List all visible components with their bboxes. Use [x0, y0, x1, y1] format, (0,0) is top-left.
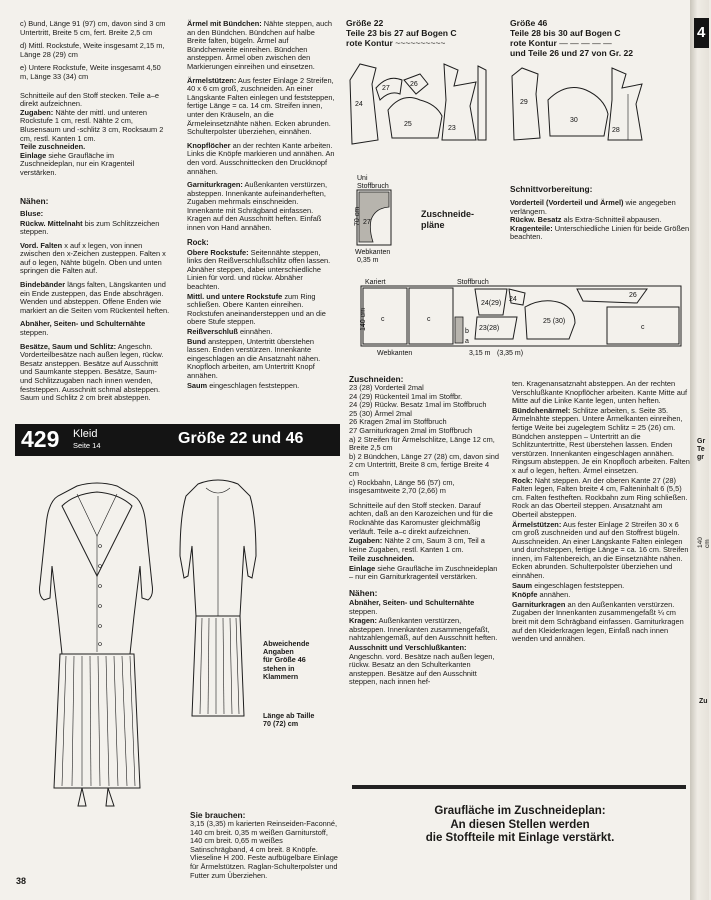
uni-stoffbruch: Stoffbruch [357, 183, 389, 190]
para-falten: Vord. Falten x auf x legen, von innen zwischen den x-Zeichen zusteppen. Falten x auf o legen, Nähte bügeln. Oben und unten springen die Falten auf. [20, 240, 166, 276]
column-1 [20, 20, 170, 408]
kariert-webkanten: Webkanten [377, 350, 413, 357]
para-mittelnaht: Rückw. Mittelnaht bis zum Schlitzzeichen steppen. [20, 218, 160, 237]
sew-kragen: Kragen: Außenkanten verstürzen, absteppen. Innenkanten zusammengefaßt, nahtzahlengemäß, auf den Ausschnitt heften. [349, 616, 498, 643]
pattern-number: 429 [21, 426, 60, 452]
size-46-note [263, 640, 343, 681]
svg-text:23(28): 23(28) [479, 325, 500, 332]
cutting-stecken: Schnitteile auf den Stoff stecken. Darauf achten, daß an den Karozeichen und für die Rocknähte das Karomuster gleichmäßig verläuft. Teile a–c direkt aufzeichnen. [349, 500, 493, 536]
column-2 [187, 20, 335, 395]
para-besaetze: Besätze, Saum und Schlitz: Angeschn. Vorderteilbesätze nach außen legen, rückw. Besatz ansteppen. Besätze auf Ausschnitt und Saumkante steppen. Besätze, Saum- und Schlitzzugaben nach innen wenden, feststeppen. Ausschnitt schmal absteppen. Saum und Schlitz 2 cm breit absteppen. [20, 341, 164, 403]
materials-title: Sie brauchen: [190, 810, 246, 820]
preparation-title: Schnittvorbereitung: [510, 184, 593, 194]
cut-row: 24 (29) Rückw. Besatz 1mal im Stoffbruch [349, 400, 487, 410]
c4-aermelstuetzen: Ärmelstützen: Aus fester Einlage 2 Streifen 30 x 6 cm groß zuschneiden und auf den Stoffrest bügeln. Ausschneiden. An einer Längskante Falten einlegen und durchsteppen, fertige Länge = ca. 16 cm. Streifen innen, im Faltenbereich, an die Einsetznähte nähen. Ecken abrunden. Schulterpolster überziehen und einnähen. [512, 519, 689, 581]
prep-vorderteil: Vorderteil (Vorderteil und Ärmel) wie angegeben verlängern. [510, 198, 676, 216]
re-g2: Te [697, 446, 705, 453]
uni-width: 0,35 m [357, 257, 379, 264]
cutting-title: Zuschneiden: [349, 374, 404, 384]
length-line-1: Länge ab Taille [263, 711, 315, 720]
dress-front-illustration [22, 466, 172, 816]
cutting-list [349, 384, 499, 496]
uni-label: Uni [357, 175, 368, 182]
svg-text:26: 26 [629, 292, 637, 299]
kariert-stoffbruch: Stoffbruch [457, 279, 489, 286]
size-22-header [346, 18, 457, 48]
cutting-column [349, 374, 499, 692]
para-zugaben: Zugaben: Nähte der mittl. und unteren Rockstufe 1 cm, restl. Nähte 2 cm, Blusensaum und -schlitz 3 cm, Rocksaum 2 cm, restl. Kanten 1 cm. [20, 107, 164, 143]
note-line-3: für Größe 46 [263, 655, 306, 665]
para-garniturkragen: Garniturkragen: Außenkanten verstürzen, absteppen. Innenkante aufeinanderheften, Zugaben mehrmals einschneiden. Innenkante mit Schrägband einfassen. Kragen auf den Ausschnitt heften. Einfaß innen von Hand annähen. [187, 180, 328, 233]
size-22-contour: rote Kontur ~~~~~~~~~~ [346, 38, 446, 48]
para-aermel: Ärmel mit Bündchen: Nähte steppen, auch an den Bündchen. Bündchen auf halbe Breite falten, bügeln. Ärmel auf Bündchenweite einreihen. Bündchen ansteppen. Ärmel oben zwischen den Markierungen einreihen und einsetzen. [187, 19, 332, 71]
para-saum: Saum eingeschlagen feststeppen. [187, 380, 300, 390]
column-4 [512, 380, 690, 649]
uni-70cm: 70 cm [354, 206, 361, 226]
right-edge-fragment [694, 18, 709, 48]
svg-text:24(29): 24(29) [481, 300, 502, 307]
svg-text:c: c [427, 316, 431, 323]
heading-naehen: Nähen: [20, 195, 49, 206]
note-line-2: Angaben [263, 647, 294, 657]
cutting-einlage: Einlage siehe Graufläche im Zuschneideplan – nur ein Garniturkragenteil verstärken. [349, 563, 498, 582]
svg-text:23: 23 [448, 125, 456, 132]
c4-buendchen: Bündchenärmel: Schlitze arbeiten, s. Seite 35. Ärmelnähte steppen. Untere Ärmelkanten einreihen, fertige Weite bei zugelegtem Schlitz = 25 (26) cm. Bündchen ansteppen – Untertritt an die Schlitzuntertritte, Rest überstehen lassen. Enden verstürzen. Innenkanten eingeschlagen annähen. Ringsum absteppen. Je ein Knopfloch arbeiten. Falten x auf o legen, heften. Ärmel einsetzen. [512, 405, 690, 475]
svg-text:c: c [641, 324, 645, 331]
svg-text:a: a [465, 338, 469, 345]
para-reissverschluss: Reißverschluß einnähen. [187, 327, 273, 336]
para-obere-rockstufe: Obere Rockstufe: Seitennähte steppen, links den Reißverschlußschlitz offen lassen. Abnäher steppen, dabei unterschiedliche Linien für vord. und rückw. Abnäher beachten. [187, 247, 331, 292]
cut-row: 26 Kragen 2mal im Stoffbruch [349, 417, 447, 427]
right-edge-cm: 140 cm [697, 537, 711, 548]
note-line-5: Klammern [263, 671, 299, 681]
cut-row: b) 2 Bündchen, Länge 27 (28) cm, davon sind 2 cm Untertritt, Breite 8 cm, fertige Breite 4 cm [349, 451, 499, 478]
svg-text:25 (30): 25 (30) [543, 318, 566, 325]
size-46-parts: Teile 28 bis 30 auf Bogen C [510, 28, 621, 38]
size-46-contour: rote Kontur — — — — — [510, 38, 612, 48]
length-note [263, 712, 343, 728]
right-page-number: 4 [697, 24, 706, 41]
svg-text:24: 24 [509, 296, 517, 303]
length-line-2: 70 (72) cm [263, 719, 299, 729]
c4-rock: Rock: Naht steppen. An der oberen Kante 27 (28) Falten legen, Falten breite 4 cm, Falteninhalt 6 (5,5) cm. Falten festheften. Rockbahn zum Ring schließen. Rock an das Oberteil steppen. Ansatznaht am Oberteil absteppen. [512, 475, 688, 519]
re-g3: gr [697, 454, 704, 461]
note-line-c: die Stoffteile mit Einlage verstärkt. [425, 832, 615, 844]
materials-text: 3,15 (3,35) m karierten Reinseiden-Faconné, 140 cm breit. 0,35 m weißen Garniturstoff, 140 cm breit. 0,65 m weißes Satinschrägband, 4 cm breit. 8 Knöpfe. Vlieseline H 200. Feste aufbügelbare Einlage für Ärmelstützen. Raglan-Schulterpolster und Futter zum Überziehen. [190, 819, 338, 880]
svg-text:29: 29 [520, 99, 528, 106]
size-22-parts: Teile 23 bis 27 auf Bogen C [346, 28, 457, 38]
para-stecken: Schnitteile auf den Stoff stecken. Teile a–e direkt aufzeichnen. [20, 90, 160, 109]
prep-besatz: Rückw. Besatz als Extra-Schnitteil abpausen. [510, 215, 662, 225]
preparation-block [510, 184, 690, 242]
c4-garniturkragen: Garniturkragen an den Außenkanten verstürzen. Zugaben der Innenkanten zusammengefaßt ¼ cm breit mit dem Schrägband einfassen. Garniturkragen auf den Kleiderkragen legen, Einfaß nach innen wenden und annähen. [512, 599, 684, 644]
note-line-4: stehen in [263, 663, 295, 673]
svg-text:25: 25 [404, 121, 412, 128]
uni-webkanten: Webkanten [355, 249, 391, 256]
kariert-width-46: (3,35 m) [497, 350, 524, 357]
cutting-plan-kariert [347, 277, 697, 367]
sew-abnaeher: Abnäher, Seiten- und Schulternähte steppen. [349, 598, 475, 616]
item-d: d) Mittl. Rockstufe, Weite insgesamt 2,15 m, Länge 28 (29) cm [20, 41, 165, 59]
c4-saum: Saum eingeschlagen feststeppen. [512, 580, 625, 590]
size-46-header [510, 18, 633, 58]
prep-kragen: Kragenteile: Unterschiedliche Linien für beide Größen beachten. [510, 223, 690, 242]
c4-kragenansatz: ten. Kragenansatznaht absteppen. An der rechten Verschlußkante Knopflöcher arbeiten. Kante Mitte auf Mitte auf die Linke Kante legen, unten heften. [512, 379, 688, 406]
svg-text:26: 26 [410, 81, 418, 88]
interfacing-note [360, 805, 680, 846]
note-line-a: Graufläche im Zuschneideplan: [434, 805, 606, 817]
cut-row: a) 2 Streifen für Ärmelschlitze, Länge 12 cm, Breite 2,5 cm [349, 434, 495, 453]
svg-text:b: b [465, 328, 469, 335]
plan-title-1: Zuschneide- [421, 209, 475, 219]
cutting-plan-title [421, 209, 474, 231]
plan-title-2: pläne [421, 220, 445, 230]
pattern-pieces-size-22 [346, 60, 496, 160]
para-zuschneiden: Teile zuschneiden. [20, 142, 86, 152]
sew-ausschnitt: Ausschnitt und Verschlußkanten: Angeschn. vord. Besätze nach außen legen, rückw. Besatz an den Schulterkanten ansteppen. Besätze auf den Ausschnitt steppen, nach innen hef- [349, 643, 495, 687]
svg-text:24: 24 [355, 101, 363, 108]
para-einlage: Einlage siehe Graufläche im Zuschneideplan, nur ein Kragenteil verstärken. [20, 150, 135, 177]
size-46-title: Größe 46 [510, 18, 548, 28]
pattern-sizes: Größe 22 und 46 [178, 430, 304, 447]
kariert-140cm: 140 cm [360, 308, 367, 331]
cutting-teile: Teile zuschneiden. [349, 554, 415, 564]
para-bindebaender: Bindebänder längs falten, Längskanten und ein Ende zusteppen, das Ende abschrägen. Wenden und absteppen. Offene Enden wie markiert an die Seiten vom Rückenteil heften. [20, 280, 170, 315]
heading-rock: Rock: [187, 237, 209, 247]
item-c: c) Bund, Länge 91 (97) cm, davon sind 3 cm Untertritt, Breite 5 cm, fert. Breite 2,5 cm [20, 19, 166, 37]
note-line-b: An diesen Stellen werden [450, 818, 590, 831]
item-e: e) Untere Rockstufe, Weite insgesamt 4,50 m, Länge 33 (34) cm [20, 63, 161, 81]
pattern-pieces-size-46 [508, 64, 658, 154]
cut-row: 23 (28) Vorderteil 2mal [349, 383, 424, 392]
svg-text:c: c [381, 316, 385, 323]
svg-text:28: 28 [612, 127, 620, 134]
re-g1: Gr [697, 438, 706, 445]
divider-bar [352, 785, 686, 789]
cutting-zugaben: Zugaben: Nähte 2 cm, Saum 3 cm, Teil a keine Zugaben, restl. Kanten 1 cm. [349, 536, 485, 554]
para-mittl-rockstufe: Mittl. und untere Rockstufe zum Ring schließen. Obere Kanten einreihen. Rockstufen aneinandersteppen und an die obere Stufe steppen. [187, 291, 326, 327]
note-line-1: Abweichende [263, 639, 310, 648]
pattern-page-ref: Seite 14 [73, 441, 101, 450]
right-edge-zu: Zu [699, 698, 708, 705]
page-number: 38 [16, 876, 27, 886]
cut-row: c) Rockbahn, Länge 56 (57) cm, insgesamtweite 2,70 (2,66) m [349, 477, 455, 496]
svg-text:27: 27 [382, 85, 390, 92]
kariert-width: 3,15 m [469, 350, 491, 357]
c4-knoepfe: Knöpfe annähen. [512, 590, 571, 600]
para-aermelstuetzen: Ärmelstützen: Aus fester Einlage 2 Streifen, 40 x 6 cm groß, zuschneiden. An einer Längskante Falten einlegen und feststeppen, fertige Länge = ca. 14 cm. Streifen innen, unter den Kräuseln, an die Ärmeleinsetznähte nähen. Ecken abrunden. Schulterpolster überziehen, einnähen. [187, 75, 335, 137]
size-46-extra: und Teile 26 und 27 von Gr. 22 [510, 48, 634, 58]
heading-naehen-2: Nähen: [349, 588, 378, 599]
pattern-kind: Kleid [73, 428, 98, 440]
cut-row: 25 (30) Ärmel 2mal [349, 408, 412, 418]
svg-text:30: 30 [570, 117, 578, 124]
dress-back-illustration [178, 466, 258, 726]
para-knopfloecher: Knopflöcher an der rechten Kante arbeiten. Links die Knöpfe markieren und annähen. An den vord. Ausschnittecken den Druckknopf annähen. [187, 140, 335, 176]
cut-row: 27 Garniturkragen 2mal im Stoffbruch [349, 425, 473, 435]
kariert-label: Kariert [365, 279, 386, 286]
para-abnaeher: Abnäher, Seiten- und Schulternähte steppen. [20, 319, 146, 338]
para-bund: Bund ansteppen, Untertritt überstehen lassen. Enden verstürzen. Innenkante eingeschlagen an die Ansatznaht nähen. Knopfloch arbeiten, am Untertritt Knopf annähen. [187, 336, 321, 380]
size-22-title: Größe 22 [346, 18, 384, 28]
cut-row: 24 (29) Rückenteil 1mal im Stoffbr. [349, 391, 463, 401]
heading-bluse: Bluse: [20, 208, 44, 218]
materials-block [190, 810, 340, 885]
right-edge-text [697, 438, 709, 462]
svg-text:27: 27 [363, 219, 371, 226]
pattern-header-band [15, 424, 340, 456]
